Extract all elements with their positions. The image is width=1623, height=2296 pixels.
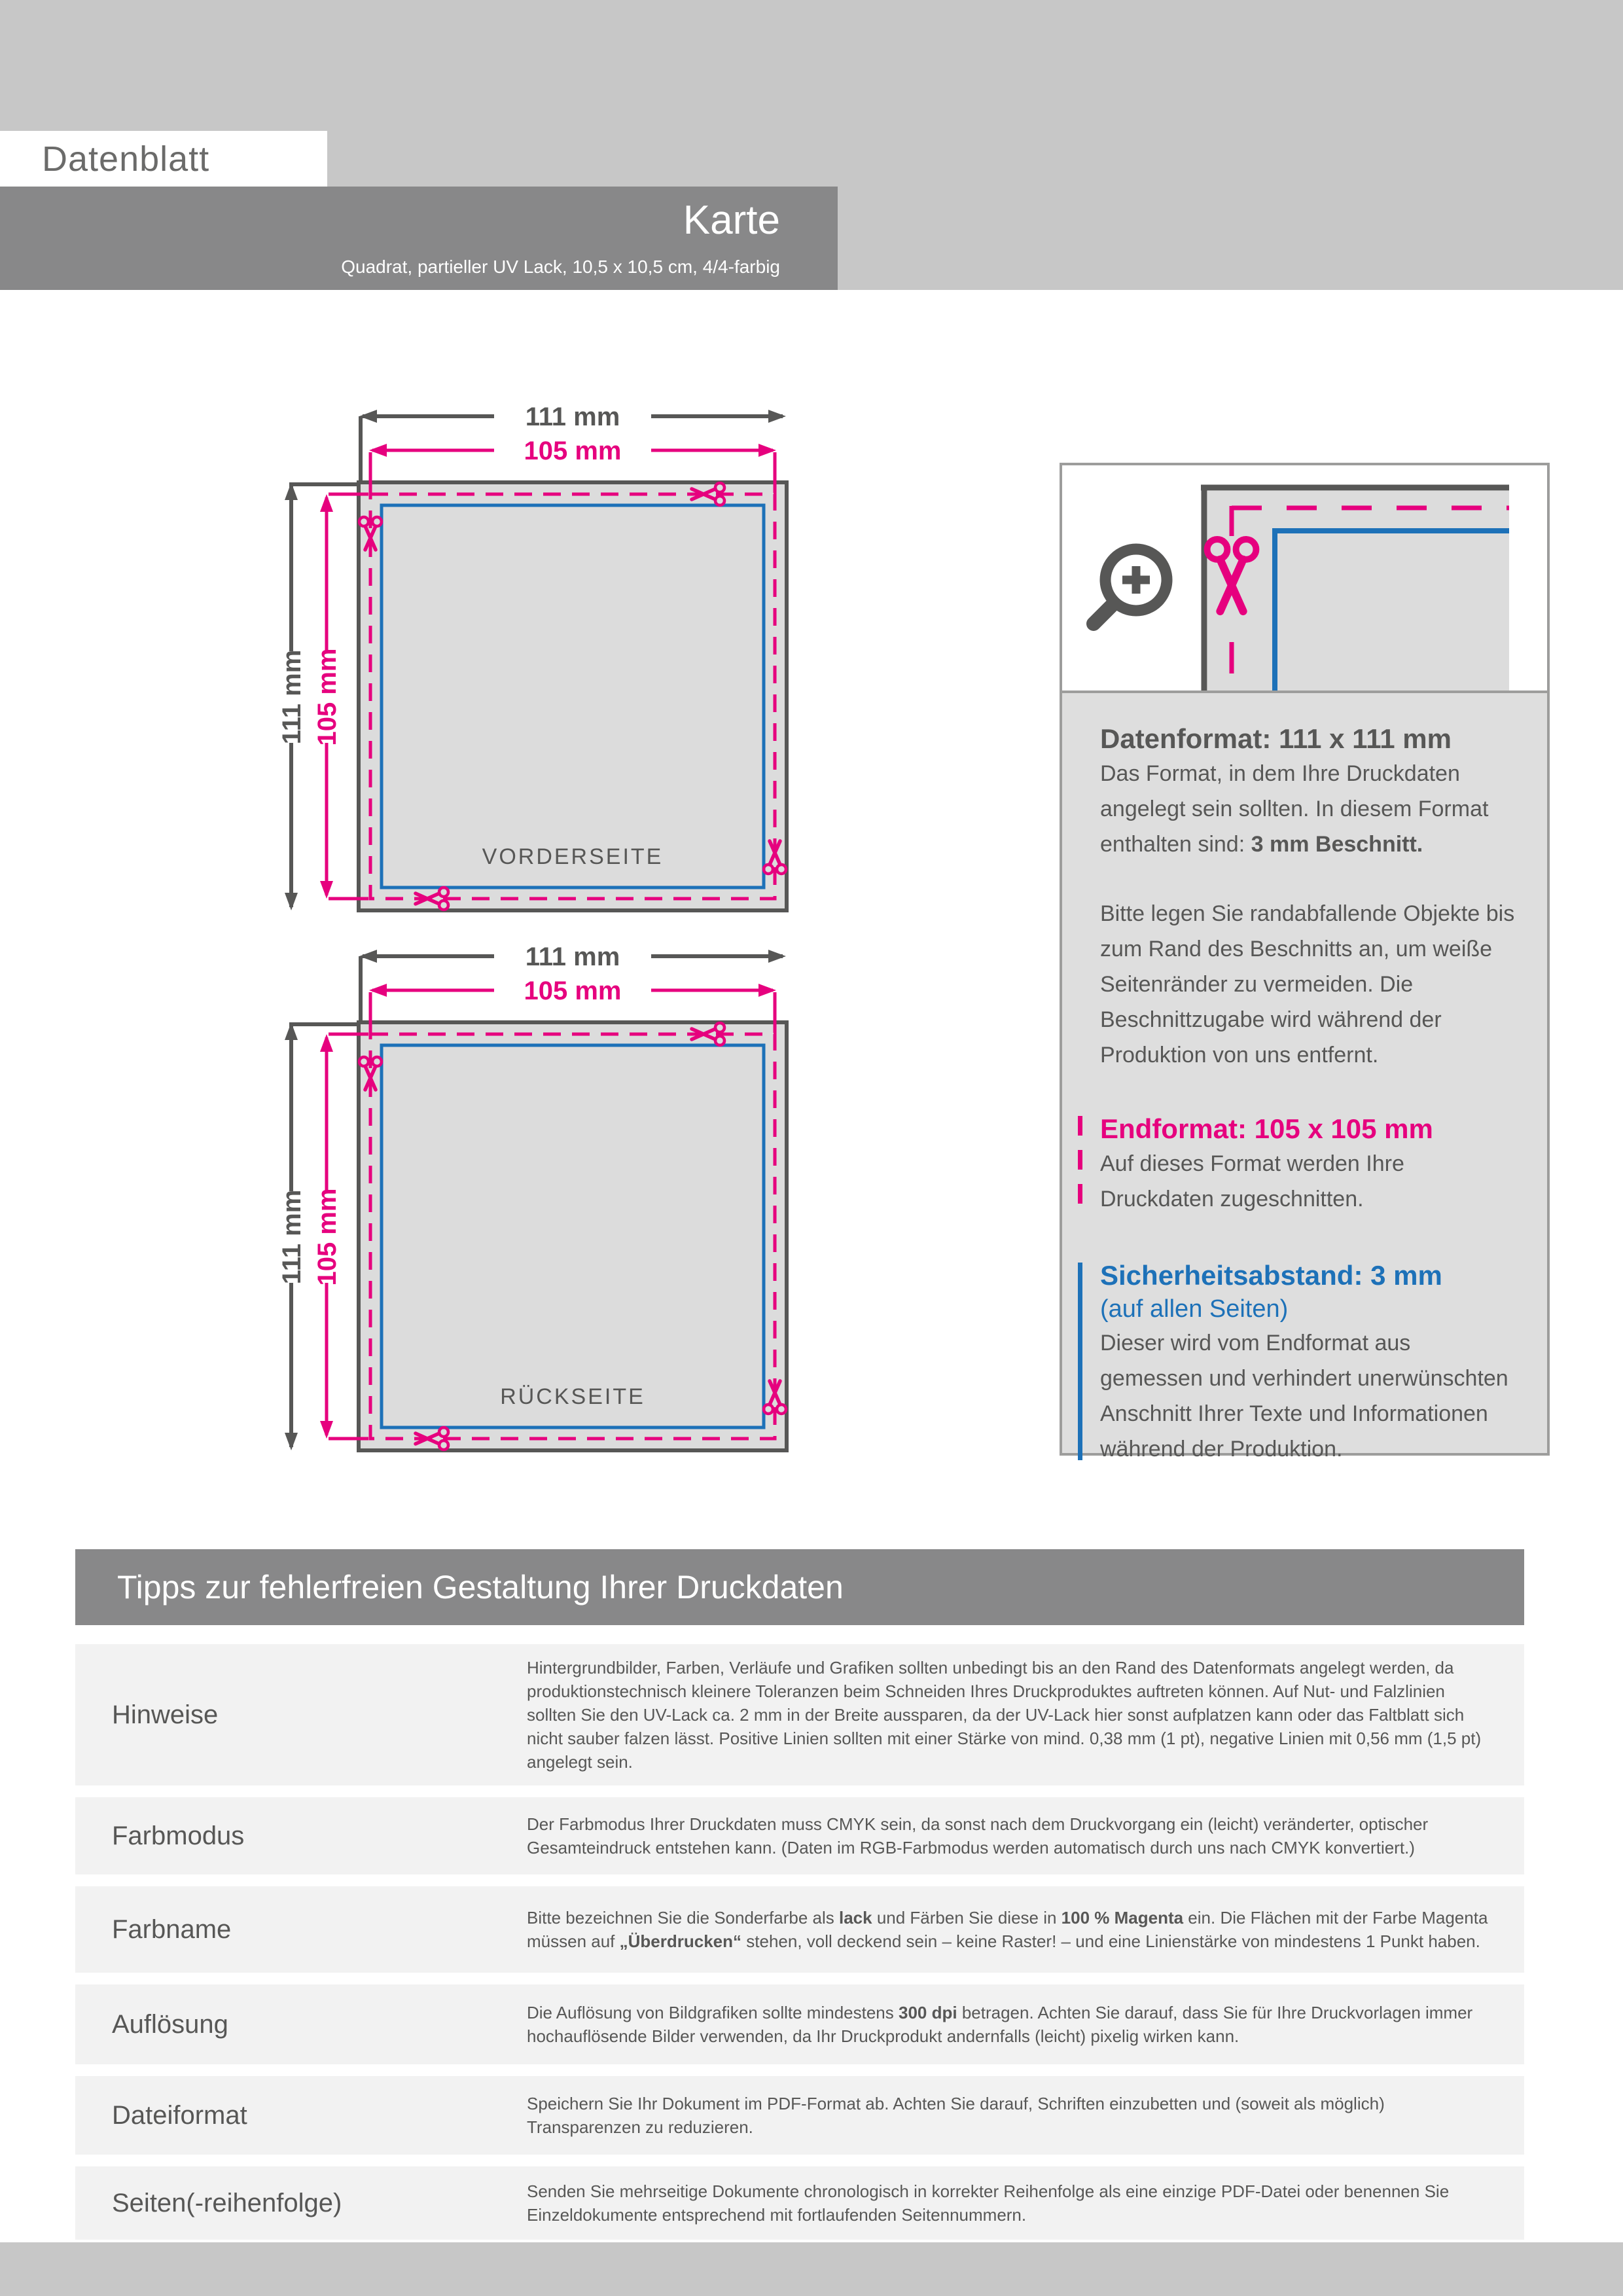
endformat-heading: Endformat: 105 x 105 mm	[1100, 1113, 1433, 1144]
row-text: Hintergrundbilder, Farben, Verläufe und Grafiken sollten unbedingt bis an den Rand des Datenformats angelegt werden, da produktionstechnisch kleinere Toleranzen beim Schneiden Ihres Druckproduktes auftreten können. Auf Nut- und Falzlinien sollten Sie den UV-Lack ca. 2 mm in der Breite aussparen, da der UV-Lack hier sonst aufplatzen kann oder das Faltblatt sich nicht sauber falzen lässt. Positive Linien sollten mit einer Stärke von mind. 0,38 mm (1 pt), negative Linien mit 0,56 mm (1,5 pt) angelegt sein.	[527, 1658, 1482, 1772]
sicherheitsabstand-heading: Sicherheitsabstand: 3 mm	[1100, 1260, 1442, 1291]
datenformat-heading: Datenformat: 111 x 111 mm	[1100, 723, 1452, 754]
datenformat-body2: Bitte legen Sie randabfallende Objekte bis zum Rand des Beschnitts an, um weiße Seitenränder zu vermeiden. Die Beschnittzugabe wird während der Produktion von uns entfernt.	[1100, 901, 1515, 1067]
doc-type-box	[0, 131, 327, 187]
tips-header-bar	[75, 1549, 1524, 1625]
endformat-section	[1100, 1112, 1516, 1217]
table-row-dateiformat	[75, 2076, 1524, 2155]
row-text: Senden Sie mehrseitige Dokumente chronologisch in korrekter Reihenfolge als eine einzige PDF-Datei oder benennen Sie Einzeldokumente entsprechend mit fortlaufenden Seitennummern.	[527, 2181, 1450, 2225]
row-label: Auflösung	[112, 2009, 228, 2039]
front-side-diagram	[216, 373, 812, 936]
table-row-farbname	[75, 1886, 1524, 1973]
info-panel-text	[1062, 696, 1547, 1462]
info-panel	[1060, 463, 1550, 1462]
zoom-plus-icon	[1094, 549, 1167, 624]
tips-title: Tipps zur fehlerfreien Gestaltung Ihrer Druckdaten	[117, 1569, 844, 1605]
table-row-aufloesung	[75, 1984, 1524, 2064]
dim-outer-width-label: 111 mm	[525, 403, 620, 431]
corner-zoom-drawing	[1062, 465, 1547, 691]
table-row-farbmodus	[75, 1797, 1524, 1874]
footer-band	[0, 2242, 1623, 2296]
row-label: Dateiformat	[112, 2100, 247, 2130]
sicherheitsabstand-section	[1100, 1259, 1516, 1467]
title-band	[0, 187, 838, 290]
row-text: Der Farbmodus Ihrer Druckdaten muss CMYK sein, da sonst nach dem Druckvorgang ein (leicht) veränderter, optischer Gesamteindruck entstehen kann. (Daten im RGB-Farbmodus werden automatisch durch uns nach CMYK konvertiert.)	[527, 1814, 1429, 1857]
doc-type-label: Datenblatt	[42, 139, 210, 179]
dim-inner-height-label: 105 mm	[313, 1188, 342, 1286]
page-title: Karte	[683, 198, 780, 243]
tips-table	[75, 1644, 1524, 2240]
sicherheitsabstand-subheading: (auf allen Seiten)	[1100, 1295, 1289, 1323]
endformat-body: Auf dieses Format werden Ihre Druckdaten zugeschnitten.	[1100, 1151, 1404, 1211]
sicherheitsabstand-body: Dieser wird vom Endformat aus gemessen und verhindert unerwünschten Anschnitt Ihrer Texte und Informationen während der Produktion.	[1100, 1331, 1508, 1462]
row-label: Farbmodus	[112, 1821, 245, 1850]
datenformat-section	[1100, 722, 1516, 1073]
dim-inner-height-label: 105 mm	[313, 648, 342, 746]
row-text: Speichern Sie Ihr Dokument im PDF-Format ab. Achten Sie darauf, Schriften einzubetten und (soweit als möglich) Transparenzen zu reduzieren.	[527, 2094, 1385, 2137]
row-text: Bitte bezeichnen Sie die Sonderfarbe als lack und Färben Sie diese in 100 % Magenta ein. Die Flächen mit der Farbe Magenta müssen auf „Überdrucken“ stehen, voll deckend sein – keine Raster! – und eine Linienstärke von mindestens 1 Punkt haben.	[527, 1908, 1488, 1951]
row-label: Seiten(-reihenfolge)	[112, 2188, 342, 2217]
row-label: Hinweise	[112, 1700, 219, 1729]
dim-inner-width-label: 105 mm	[524, 977, 622, 1005]
corner-zoom-detail	[1062, 465, 1547, 693]
row-text: Die Auflösung von Bildgrafiken sollte mindestens 300 dpi betragen. Achten Sie darauf, dass Sie für Ihre Druckvorlagen immer hochauflösende Bilder verwenden, da Ihr Druckprodukt andernfalls (leicht) pixelig wirken kann.	[527, 2003, 1473, 2046]
dim-outer-height-label: 111 mm	[277, 1189, 306, 1285]
datenformat-body: Das Format, in dem Ihre Druckdaten angelegt sein sollten. In diesem Format enthalten sind: 3 mm Beschnitt.	[1100, 761, 1489, 857]
back-side-diagram	[216, 913, 812, 1476]
front-side-label: VORDERSEITE	[482, 844, 664, 869]
back-side-label: RÜCKSEITE	[500, 1384, 645, 1409]
dim-outer-width-label: 111 mm	[525, 942, 620, 971]
dim-outer-height-label: 111 mm	[277, 649, 306, 745]
table-row-seitenreihenfolge	[75, 2166, 1524, 2240]
dim-inner-width-label: 105 mm	[524, 437, 622, 465]
row-label: Farbname	[112, 1914, 232, 1944]
table-row-hinweise	[75, 1644, 1524, 1785]
page-subtitle: Quadrat, partieller UV Lack, 10,5 x 10,5 cm, 4/4-farbig	[341, 257, 780, 277]
